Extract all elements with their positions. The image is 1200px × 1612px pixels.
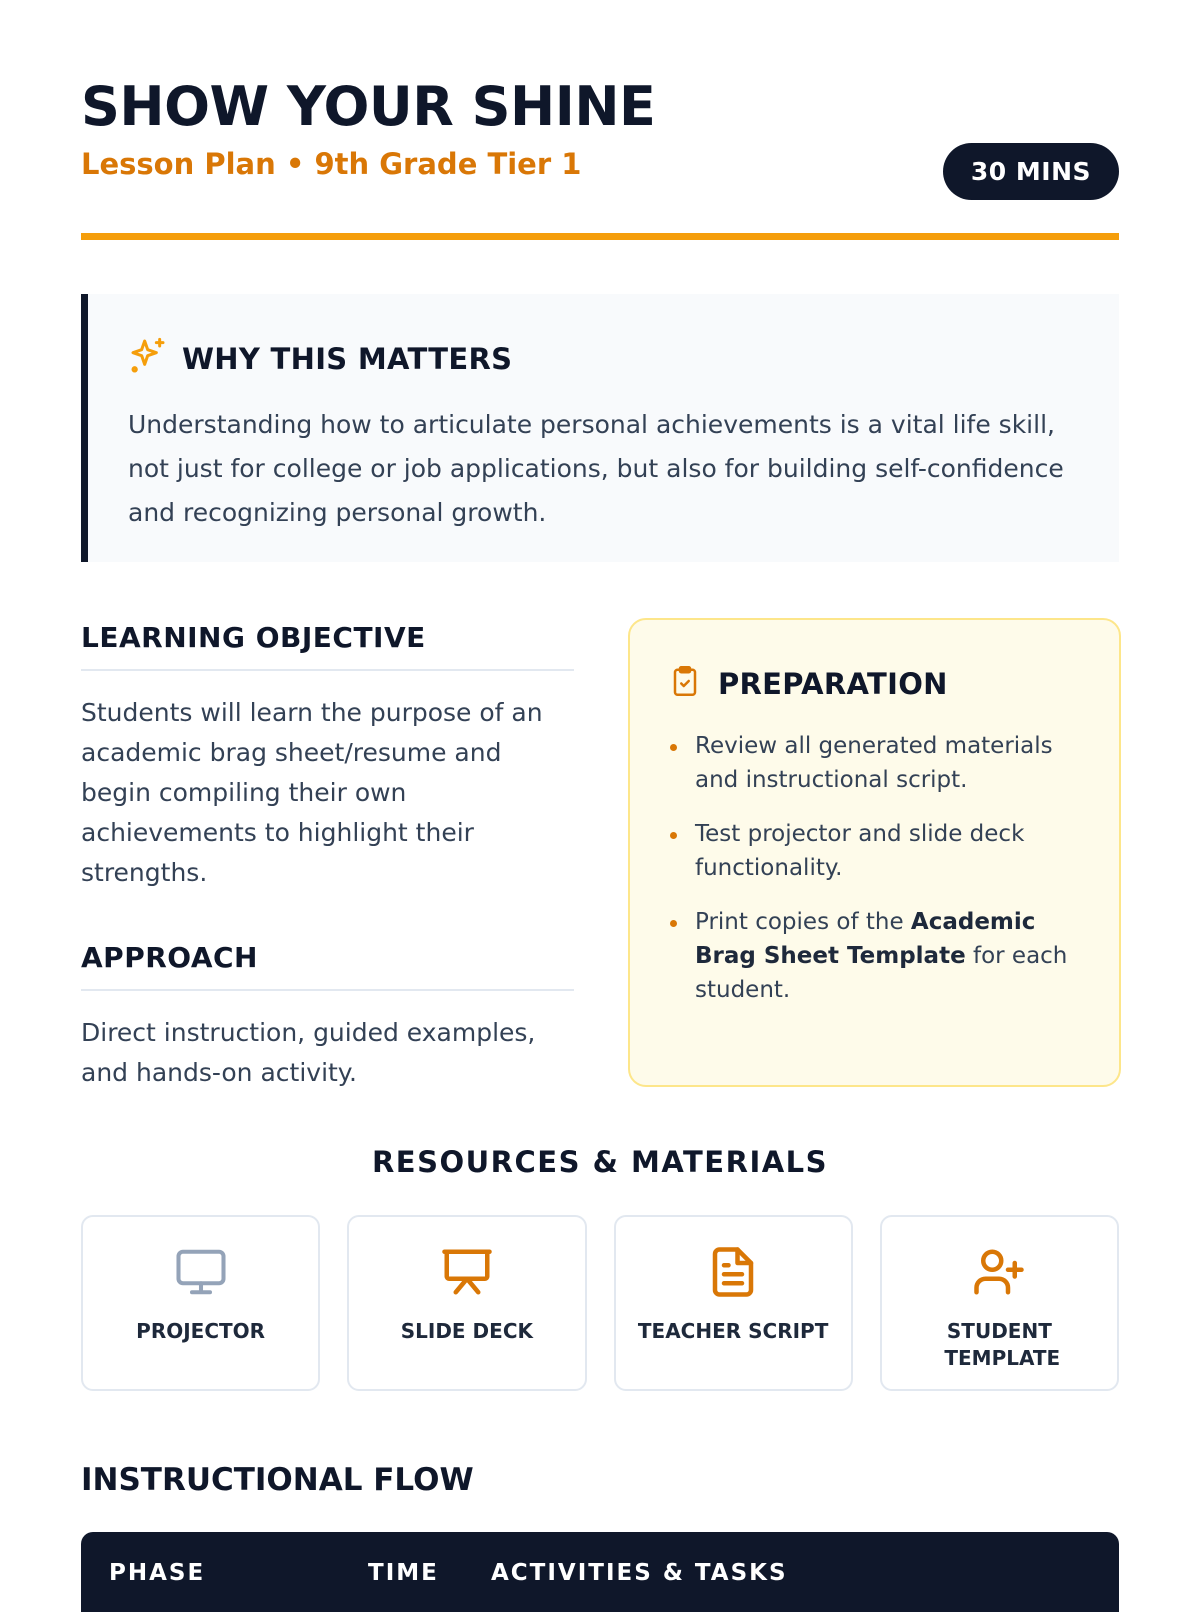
page-subtitle: Lesson Plan • 9th Grade Tier 1 (81, 147, 582, 181)
objective-body: Students will learn the purpose of an academic brag sheet/resume and begin compiling their own achievements to highlight their strengths. (81, 698, 543, 887)
why-body: Understanding how to articulate personal achievements is a vital life skill, not just for college or job applications, but also for building self-confidence and recognizing personal growth. (128, 410, 1064, 527)
resources-heading: RESOURCES & MATERIALS (371, 1145, 829, 1179)
lesson-plan-page (0, 0, 1200, 240)
resource-label: SLIDE DECK (400, 1319, 533, 1343)
resource-label: PROJECTOR (136, 1319, 266, 1343)
duration-badge: 30 MINS (943, 143, 1119, 200)
monitor-icon (174, 1245, 228, 1304)
approach-heading: APPROACH (81, 941, 574, 991)
column-header-time: TIME (368, 1560, 439, 1586)
why-heading: WHY THIS MATTERS (182, 341, 513, 376)
column-header-phase: PHASE (109, 1560, 206, 1586)
sparkles-icon (128, 336, 168, 381)
objective-approach-column (81, 621, 574, 1093)
document-icon (706, 1245, 760, 1304)
resource-card-teacher-script (614, 1215, 853, 1391)
resource-card-slide-deck (347, 1215, 586, 1391)
resource-card-student-template (880, 1215, 1119, 1391)
column-header-activities: ACTIVITIES & TASKS (491, 1560, 788, 1586)
resources-grid (81, 1215, 1119, 1391)
resource-label: STUDENT TEMPLATE (944, 1319, 1061, 1370)
clipboard-check-icon (670, 664, 700, 703)
header (81, 0, 1119, 240)
approach-body: Direct instruction, guided examples, and hands-on activity. (81, 1018, 536, 1087)
list-item: Review all generated materials and instructional script. (670, 729, 1079, 797)
list-item: Print copies of the Academic Brag Sheet Template for each student. (670, 905, 1079, 1007)
objective-heading: LEARNING OBJECTIVE (81, 621, 574, 671)
preparation-heading: PREPARATION (718, 666, 948, 701)
preparation-list (670, 729, 1079, 1007)
header-divider (81, 233, 1119, 240)
list-item: Test projector and slide deck functionality. (670, 817, 1079, 885)
user-plus-icon (972, 1245, 1026, 1304)
why-this-matters-panel (81, 294, 1119, 562)
resource-card-projector (81, 1215, 320, 1391)
instructional-flow-table-header (81, 1532, 1119, 1612)
preparation-card (628, 618, 1121, 1087)
instructional-flow-heading: INSTRUCTIONAL FLOW (81, 1462, 474, 1498)
presentation-icon (440, 1245, 494, 1304)
approach-section (81, 941, 574, 1093)
page-title: SHOW YOUR SHINE (81, 75, 656, 138)
resource-label: TEACHER SCRIPT (637, 1319, 829, 1343)
